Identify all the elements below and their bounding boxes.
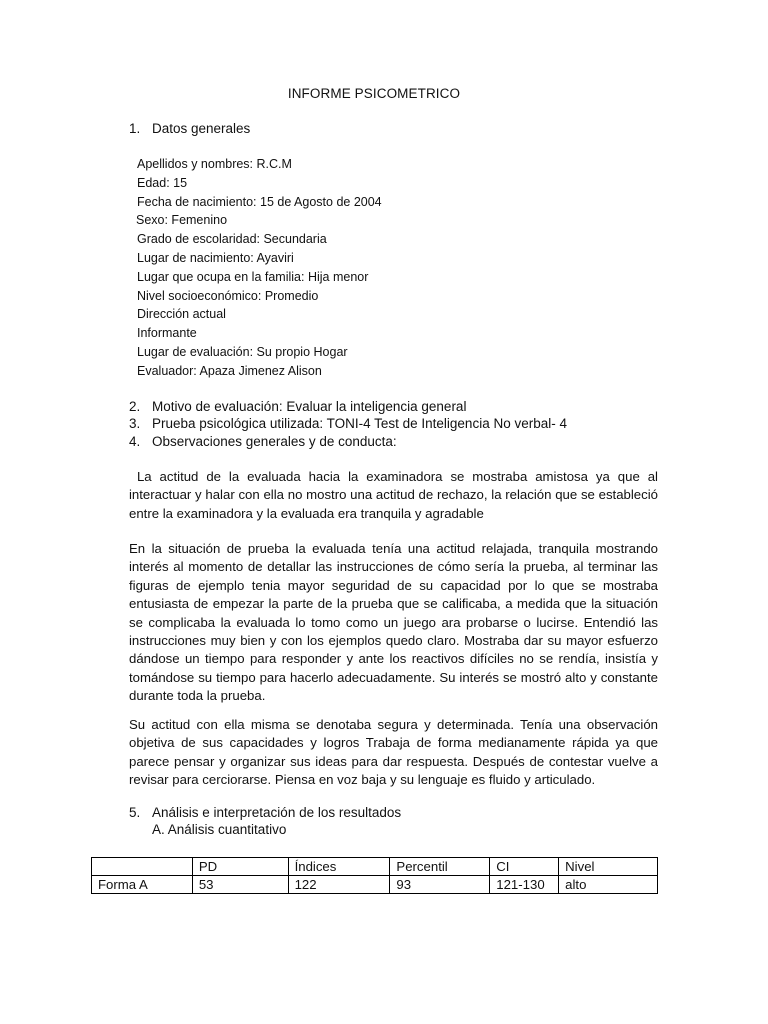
table-header-row xyxy=(92,858,658,876)
section-3-label: Prueba psicológica utilizada: TONI-4 Test de Inteligencia No verbal- 4 xyxy=(152,416,567,431)
table-header-cell: Nivel xyxy=(559,858,658,876)
subsection-a-heading: A. Análisis cuantitativo xyxy=(152,822,287,837)
table-cell: Forma A xyxy=(92,876,193,894)
section-3-number: 3. xyxy=(129,416,141,431)
table-cell: alto xyxy=(559,876,658,894)
general-data-item: Nivel socioeconómico: Promedio xyxy=(137,288,319,303)
general-data-item: Lugar que ocupa en la familia: Hija menor xyxy=(137,269,369,284)
section-5-label: Análisis e interpretación de los resultados xyxy=(152,805,402,820)
general-data-item: Apellidos y nombres: R.C.M xyxy=(137,157,292,171)
table-header-cell: Índices xyxy=(288,858,390,876)
section-1-number: 1. xyxy=(129,121,141,136)
general-data-item: Grado de escolaridad: Secundaria xyxy=(137,232,327,247)
general-data-item: Evaluador: Apaza Jimenez Alison xyxy=(137,363,322,378)
section-5-heading xyxy=(129,805,401,820)
section-4-number: 4. xyxy=(129,434,141,449)
table-header-cell: PD xyxy=(192,858,288,876)
results-table xyxy=(91,857,658,894)
section-1-heading xyxy=(129,121,250,136)
general-data-item: Edad: 15 xyxy=(137,175,188,190)
table-cell: 93 xyxy=(390,876,490,894)
general-data-item: Sexo: Femenino xyxy=(136,213,228,228)
general-data-item: Lugar de nacimiento: Ayaviri xyxy=(137,250,294,265)
report-title: INFORME PSICOMETRICO xyxy=(287,86,461,101)
general-data-item: Dirección actual xyxy=(137,307,226,322)
table-cell: 121-130 xyxy=(490,876,559,894)
table-cell: 53 xyxy=(192,876,288,894)
observation-paragraph-3: Su actitud con ella misma se denotaba segura y determinada. Tenía una observación objetiva de sus capacidades y logros Trabaja de forma medianamente rápida ya que parece pensar y organizar sus ideas para dar respuesta. Después de contestar vuelve a revisar para cerciorarse. Piensa en voz baja y su lenguaje es fluido y articulado. xyxy=(129,717,658,788)
general-data-item: Fecha de nacimiento: 15 de Agosto de 2004 xyxy=(137,194,382,209)
table-header-cell: Percentil xyxy=(390,858,490,876)
section-3-heading xyxy=(129,416,567,431)
section-4-heading xyxy=(129,434,397,449)
table-cell: 122 xyxy=(288,876,390,894)
table-header-cell: CI xyxy=(490,858,559,876)
observation-paragraph-2: En la situación de prueba la evaluada tenía una actitud relajada, tranquila mostrando interés al momento de detallar las instrucciones de cómo sería la prueba, al terminar las figuras de ejemplo tenia mayor seguridad de su capacidad por lo que se mostraba entusiasta de empezar la parte de la prueba que se calificaba, a medida que la situación se complicaba la evaluada lo tomo como un juego ara probarse o lucirse. Entendió las instrucciones muy bien y con los ejemplos quedo claro. Mostraba dar su mayor esfuerzo dándose un tiempo para responder y ante los reactivos difíciles no se rendía, insistía y tomándose su tiempo para hacerlo adecuadamente. Su interés se mostró alto y constante durante toda la prueba. xyxy=(129,541,658,704)
section-1-label: Datos generales xyxy=(152,121,251,136)
general-data-item: Lugar de evaluación: Su propio Hogar xyxy=(137,344,348,359)
section-5-number: 5. xyxy=(129,805,141,820)
section-2-heading xyxy=(129,399,466,414)
table-row xyxy=(92,876,658,894)
section-2-label: Motivo de evaluación: Evaluar la inteligencia general xyxy=(152,399,467,414)
observation-paragraph-1: La actitud de la evaluada hacia la examinadora se mostraba amistosa ya que al interactuar y halar con ella no mostro una actitud de rechazo, la relación que se estableció entre la examinadora y la evaluada era tranquila y agradable xyxy=(129,469,662,521)
general-data-item: Informante xyxy=(137,326,197,341)
section-2-number: 2. xyxy=(129,399,141,414)
table-header-cell xyxy=(92,858,193,876)
general-data-list xyxy=(137,155,382,381)
section-4-label: Observaciones generales y de conducta: xyxy=(152,434,397,449)
